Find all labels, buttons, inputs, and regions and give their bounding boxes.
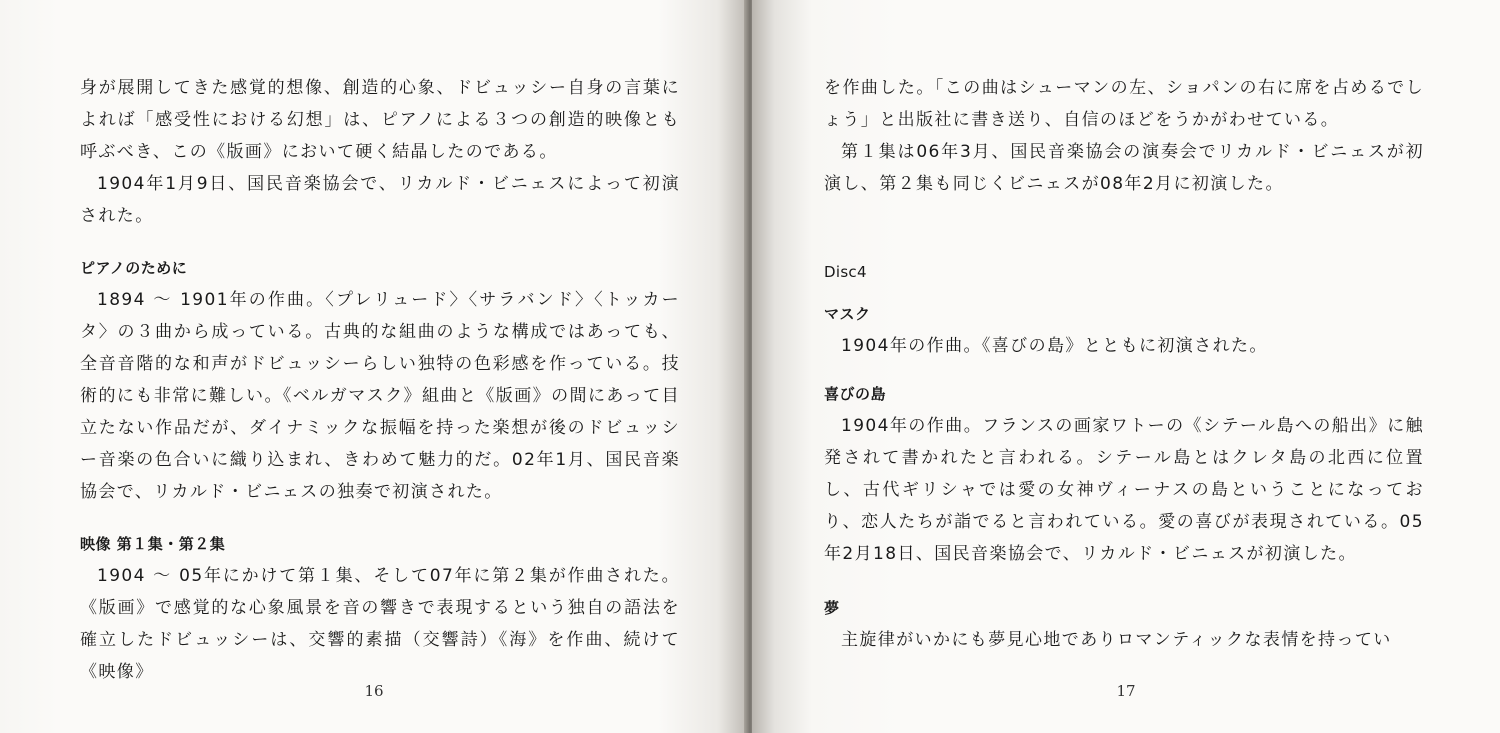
right-text-column bbox=[824, 72, 1424, 656]
section-text-images: 1904 ～ 05年にかけて第１集、そして07年に第２集が作曲された。《版画》で感覚的な心象風景を音の響きで表現するという独自の語法を確立したドビュッシーは、交響的素描（交響詩）《海》を作曲、続けて《映像》 bbox=[80, 566, 680, 682]
intro-paragraph-1: 身が展開してきた感覚的想像、創造的心象、ドビュッシー自身の言葉によれば「感受性における幻想」は、ピアノによる３つの創造的映像とも呼ぶべき、この《版画》において硬く結晶したのである。 bbox=[80, 78, 680, 162]
section-text-piano: 1894 ～ 1901年の作曲。〈プレリュード〉〈サラバンド〉〈トッカータ〉の３曲から成っている。古典的な組曲のような構成ではあっても、全音音階的な和声がドビュッシーらしい独特の色彩感を作っている。技術的にも非常に難しい。《ベルガマスク》組曲と《版画》の間にあって目立たない作品だが、ダイナミックな振幅を持った楽想が後のドビュッシー音楽の色合いに織り込まれ、きわめて魅力的だ。02年1月、国民音楽協会で、リカルド・ビニェスの独奏で初演された。 bbox=[80, 290, 680, 502]
section-text-joy-island: 1904年の作曲。フランスの画家ワトーの《シテール島への船出》に触発されて書かれたと言われる。シテール島とはクレタ島の北西に位置し、古代ギリシャでは愛の女神ヴィーナスの島ということになっており、恋人たちが詣でると言われている。愛の喜びが表現されている。05年2月18日、国民音楽協会で、リカルド・ビニェスが初演した。 bbox=[824, 416, 1424, 564]
right-page bbox=[752, 0, 1500, 733]
section-heading-masques: マスク bbox=[824, 305, 871, 323]
page-number-left: 16 bbox=[364, 682, 384, 700]
left-page bbox=[0, 0, 748, 733]
right-paragraph-1: を作曲した。「この曲はシューマンの左、ショパンの右に席を占めるでしょう」と出版社に書き送り、自信のほどをうかがわせている。 bbox=[824, 78, 1424, 130]
section-text-reverie: 主旋律がいかにも夢見心地でありロマンティックな表情を持ってい bbox=[841, 630, 1392, 650]
section-heading-joy-island: 喜びの島 bbox=[824, 385, 887, 403]
section-heading-reverie: 夢 bbox=[824, 599, 840, 617]
right-paragraph-2: 第１集は06年3月、国民音楽協会の演奏会でリカルド・ビニェスが初演し、第２集も同じくビニェスが08年2月に初演した。 bbox=[824, 142, 1424, 194]
section-text-masques: 1904年の作曲。《喜びの島》とともに初演された。 bbox=[841, 336, 1268, 356]
page-number-right: 17 bbox=[1116, 682, 1136, 700]
section-heading-piano: ピアノのために bbox=[80, 259, 188, 277]
left-text-column bbox=[80, 72, 680, 688]
disc-label: Disc4 bbox=[824, 263, 867, 281]
intro-paragraph-2: 1904年1月9日、国民音楽協会で、リカルド・ビニェスによって初演された。 bbox=[80, 174, 680, 226]
section-heading-images: 映像 第１集・第２集 bbox=[80, 535, 226, 553]
